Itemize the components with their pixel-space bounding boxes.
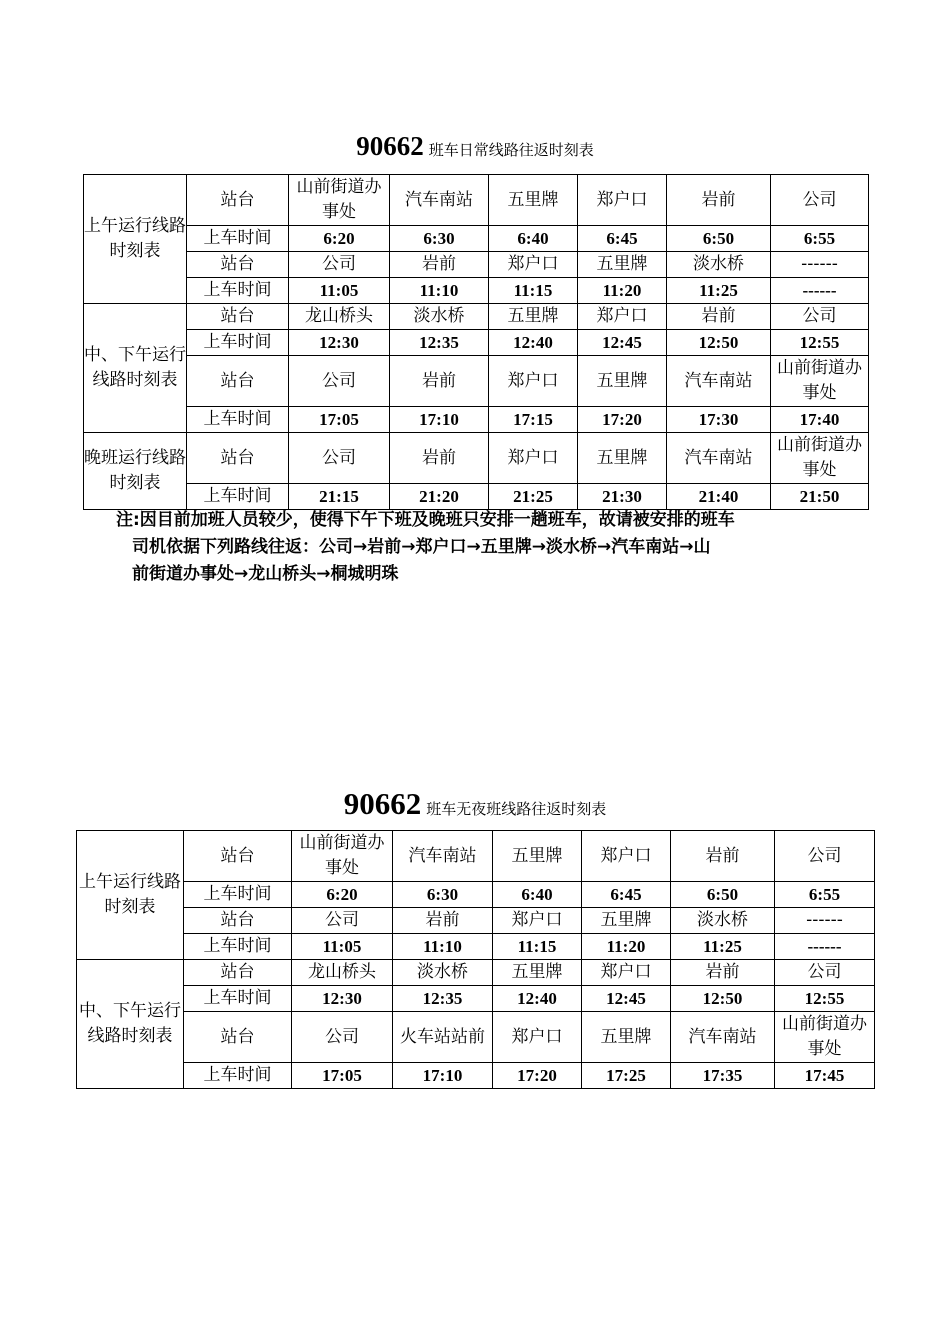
table-cell: 汽车南站 (667, 433, 771, 484)
time-cell: 21:25 (489, 484, 578, 510)
row-label-time: 上车时间 (184, 882, 292, 908)
table-row (84, 175, 869, 226)
table-cell: 公司 (775, 831, 875, 882)
note-line: 司机依据下列路线往返：公司→岩前→郑户口→五里牌→淡水桥→汽车南站→山 (132, 537, 711, 557)
row-label-time: 上车时间 (187, 407, 289, 433)
table-cell: 汽车南站 (390, 175, 489, 226)
time-cell: 6:55 (771, 226, 869, 252)
time-cell: 12:35 (393, 986, 493, 1012)
table-cell: 公司 (771, 304, 869, 330)
table-cell: 汽车南站 (393, 831, 493, 882)
time-cell: 11:05 (289, 278, 390, 304)
table-row (84, 407, 869, 433)
time-cell: 12:50 (671, 986, 775, 1012)
table-cell: 岩前 (390, 356, 489, 407)
table-cell: 五里牌 (493, 831, 582, 882)
table-cell: 五里牌 (578, 356, 667, 407)
time-cell: 12:45 (582, 986, 671, 1012)
time-cell: 12:30 (289, 330, 390, 356)
row-label-time: 上车时间 (184, 934, 292, 960)
table-cell: 岩前 (393, 908, 493, 934)
table-cell: 郑户口 (489, 252, 578, 278)
time-cell: 21:20 (390, 484, 489, 510)
table-row (77, 831, 875, 882)
table-row (77, 1012, 875, 1063)
row-label-station: 站台 (184, 908, 292, 934)
schedule1-title (0, 131, 950, 162)
table-row (84, 278, 869, 304)
table-cell: 五里牌 (489, 304, 578, 330)
table-cell: 公司 (289, 433, 390, 484)
table-cell: 郑户口 (493, 908, 582, 934)
schedule-note (116, 507, 836, 588)
table-cell: 五里牌 (582, 908, 671, 934)
schedule1-title-text: 班车日常线路往返时刻表 (428, 141, 594, 159)
table-cell: 公司 (771, 175, 869, 226)
table-row (84, 330, 869, 356)
table-cell: 山前街道办事处 (775, 1012, 875, 1063)
time-cell: 6:20 (292, 882, 393, 908)
section-afternoon: 中、下午运行线路时刻表 (77, 960, 184, 1089)
table-row (84, 252, 869, 278)
time-cell: 11:10 (390, 278, 489, 304)
table-row (77, 986, 875, 1012)
schedule2-title (0, 786, 950, 822)
time-cell: 11:15 (489, 278, 578, 304)
time-cell: 6:30 (390, 226, 489, 252)
row-label-station: 站台 (187, 252, 289, 278)
time-cell: ------ (771, 278, 869, 304)
row-label-time: 上车时间 (187, 330, 289, 356)
section-afternoon: 中、下午运行线路时刻表 (84, 304, 187, 433)
schedule2-table (76, 830, 875, 1089)
row-label-station: 站台 (187, 356, 289, 407)
schedule1-title-number: 90662 (356, 131, 424, 161)
table-cell: 淡水桥 (667, 252, 771, 278)
time-cell: 6:40 (493, 882, 582, 908)
table-cell: 郑户口 (493, 1012, 582, 1063)
table-cell: 公司 (292, 1012, 393, 1063)
table-cell: 公司 (775, 960, 875, 986)
time-cell: 11:20 (578, 278, 667, 304)
time-cell: ------ (775, 934, 875, 960)
table-cell: 五里牌 (582, 1012, 671, 1063)
table-cell: 山前街道办事处 (771, 433, 869, 484)
table-cell: 郑户口 (578, 175, 667, 226)
table-row (77, 882, 875, 908)
note-line: 注:因目前加班人员较少，使得下午下班及晚班只安排一趟班车，故请被安排的班车 (116, 510, 735, 530)
table-cell: 郑户口 (489, 433, 578, 484)
table-cell: 郑户口 (578, 304, 667, 330)
table-cell: 山前街道办事处 (771, 356, 869, 407)
note-line: 前街道办事处→龙山桥头→桐城明珠 (132, 564, 399, 584)
time-cell: 17:20 (493, 1063, 582, 1089)
table-cell: 五里牌 (493, 960, 582, 986)
row-label-time: 上车时间 (187, 278, 289, 304)
table-cell: ------ (771, 252, 869, 278)
time-cell: 17:20 (578, 407, 667, 433)
schedule2-title-text: 班车无夜班线路往返时刻表 (426, 800, 607, 818)
time-cell: 17:05 (289, 407, 390, 433)
table-cell: ------ (775, 908, 875, 934)
time-cell: 6:20 (289, 226, 390, 252)
time-cell: 21:30 (578, 484, 667, 510)
time-cell: 6:40 (489, 226, 578, 252)
table-cell: 岩前 (671, 960, 775, 986)
time-cell: 12:45 (578, 330, 667, 356)
table-cell: 淡水桥 (390, 304, 489, 330)
row-label-station: 站台 (187, 175, 289, 226)
table-cell: 龙山桥头 (292, 960, 393, 986)
row-label-station: 站台 (184, 960, 292, 986)
time-cell: 21:50 (771, 484, 869, 510)
table-cell: 公司 (292, 908, 393, 934)
time-cell: 6:45 (582, 882, 671, 908)
table-cell: 岩前 (667, 175, 771, 226)
time-cell: 17:45 (775, 1063, 875, 1089)
time-cell: 11:20 (582, 934, 671, 960)
time-cell: 12:50 (667, 330, 771, 356)
table-row (84, 433, 869, 484)
row-label-station: 站台 (187, 304, 289, 330)
table-cell: 郑户口 (582, 960, 671, 986)
table-cell: 淡水桥 (393, 960, 493, 986)
time-cell: 17:10 (390, 407, 489, 433)
time-cell: 21:15 (289, 484, 390, 510)
time-cell: 6:45 (578, 226, 667, 252)
table-cell: 五里牌 (578, 433, 667, 484)
table-row (77, 1063, 875, 1089)
time-cell: 6:50 (671, 882, 775, 908)
time-cell: 11:05 (292, 934, 393, 960)
table-cell: 汽车南站 (667, 356, 771, 407)
time-cell: 11:15 (493, 934, 582, 960)
time-cell: 17:05 (292, 1063, 393, 1089)
table-cell: 郑户口 (489, 356, 578, 407)
section-evening: 晚班运行线路时刻表 (84, 433, 187, 510)
section-morning: 上午运行线路时刻表 (84, 175, 187, 304)
table-cell: 山前街道办事处 (292, 831, 393, 882)
table-cell: 岩前 (390, 252, 489, 278)
time-cell: 17:30 (667, 407, 771, 433)
time-cell: 17:10 (393, 1063, 493, 1089)
schedule1-table (83, 174, 869, 510)
table-cell: 郑户口 (582, 831, 671, 882)
table-cell: 龙山桥头 (289, 304, 390, 330)
table-cell: 山前街道办事处 (289, 175, 390, 226)
time-cell: 17:40 (771, 407, 869, 433)
table-row (77, 934, 875, 960)
time-cell: 12:55 (775, 986, 875, 1012)
time-cell: 12:40 (493, 986, 582, 1012)
table-row (84, 484, 869, 510)
time-cell: 17:35 (671, 1063, 775, 1089)
schedule2-title-number: 90662 (343, 786, 422, 821)
time-cell: 17:25 (582, 1063, 671, 1089)
time-cell: 12:35 (390, 330, 489, 356)
time-cell: 6:50 (667, 226, 771, 252)
time-cell: 21:40 (667, 484, 771, 510)
table-row (84, 226, 869, 252)
row-label-station: 站台 (184, 831, 292, 882)
table-row (77, 960, 875, 986)
table-row (84, 304, 869, 330)
time-cell: 11:25 (667, 278, 771, 304)
table-cell: 五里牌 (489, 175, 578, 226)
time-cell: 6:30 (393, 882, 493, 908)
table-cell: 公司 (289, 252, 390, 278)
time-cell: 6:55 (775, 882, 875, 908)
table-cell: 汽车南站 (671, 1012, 775, 1063)
row-label-time: 上车时间 (184, 986, 292, 1012)
row-label-time: 上车时间 (184, 1063, 292, 1089)
table-cell: 五里牌 (578, 252, 667, 278)
table-row (84, 356, 869, 407)
time-cell: 11:25 (671, 934, 775, 960)
table-cell: 淡水桥 (671, 908, 775, 934)
table-cell: 火车站站前 (393, 1012, 493, 1063)
row-label-time: 上车时间 (187, 226, 289, 252)
row-label-time: 上车时间 (187, 484, 289, 510)
time-cell: 11:10 (393, 934, 493, 960)
table-cell: 岩前 (390, 433, 489, 484)
row-label-station: 站台 (187, 433, 289, 484)
time-cell: 12:55 (771, 330, 869, 356)
table-cell: 岩前 (667, 304, 771, 330)
table-cell: 岩前 (671, 831, 775, 882)
time-cell: 12:40 (489, 330, 578, 356)
table-row (77, 908, 875, 934)
row-label-station: 站台 (184, 1012, 292, 1063)
table-cell: 公司 (289, 356, 390, 407)
section-morning: 上午运行线路时刻表 (77, 831, 184, 960)
time-cell: 12:30 (292, 986, 393, 1012)
time-cell: 17:15 (489, 407, 578, 433)
